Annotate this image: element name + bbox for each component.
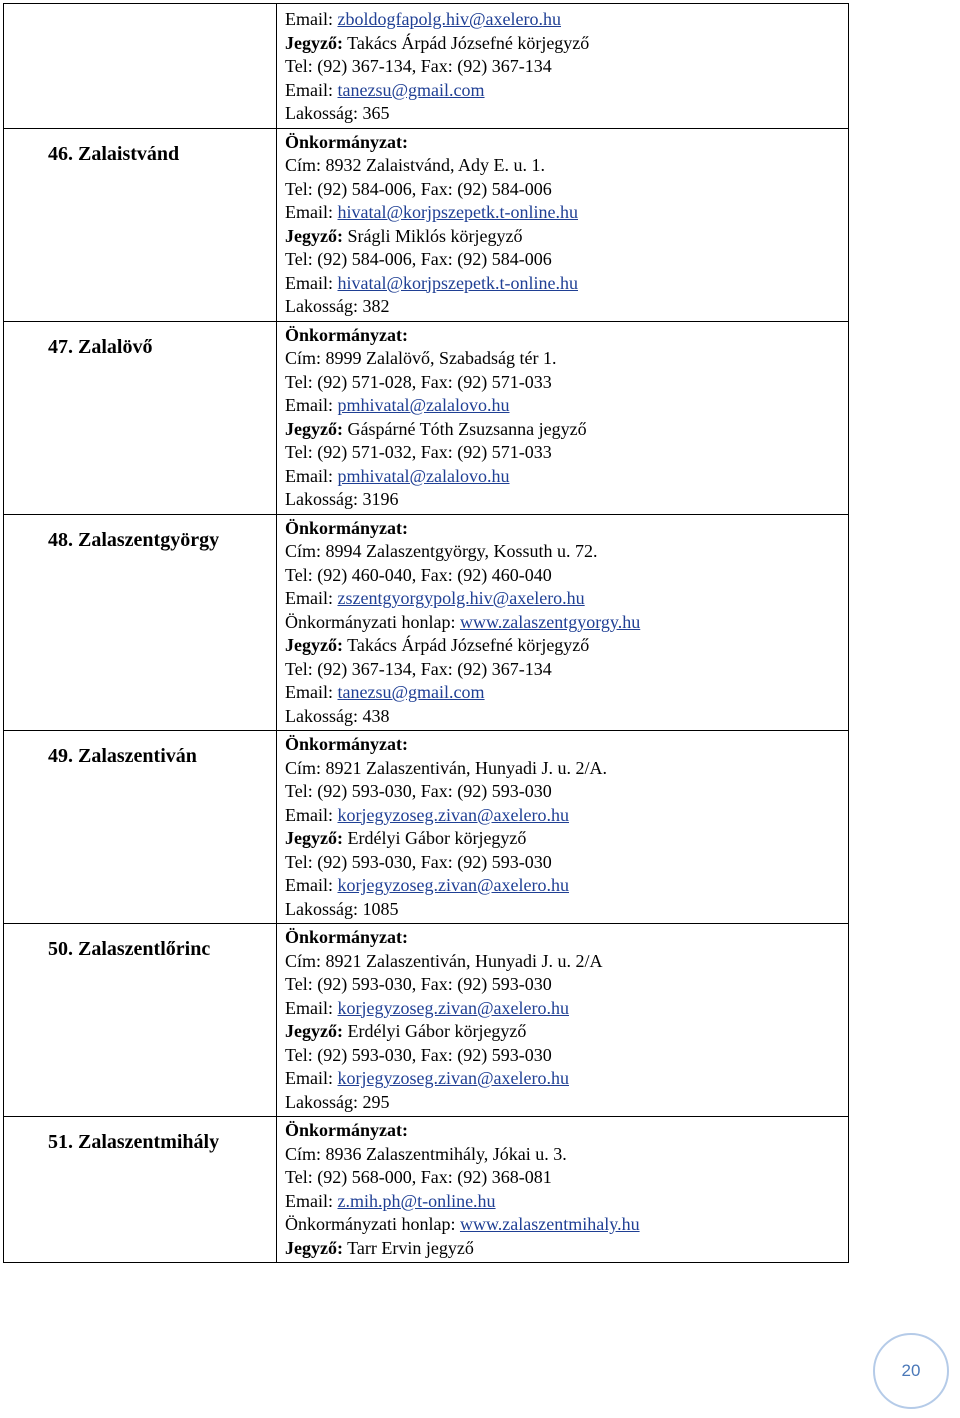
field-label: Önkormányzat: xyxy=(285,734,408,754)
settlement-name-cell xyxy=(4,924,277,1117)
field-label: Önkormányzat: xyxy=(285,131,408,152)
table-body xyxy=(4,4,849,1263)
field-text: Lakosság: 438 xyxy=(285,705,390,726)
contact-line xyxy=(285,154,848,178)
field-text: Tel: (92) 568-000, Fax: (92) 368-081 xyxy=(285,1167,552,1187)
contact-line xyxy=(285,1190,848,1214)
contact-line xyxy=(285,851,848,875)
contact-lines xyxy=(281,129,848,321)
contact-line xyxy=(285,658,848,682)
field-text: Tel: (92) 571-032, Fax: (92) 571-033 xyxy=(285,442,552,462)
contact-line xyxy=(285,611,848,635)
field-label: Jegyző: xyxy=(285,828,343,848)
contact-info-cell xyxy=(277,128,849,321)
field-text: Tel: (92) 593-030, Fax: (92) 593-030 xyxy=(285,974,552,994)
contact-line xyxy=(285,1119,848,1143)
field-text: Email: xyxy=(285,997,338,1018)
contact-line xyxy=(285,926,848,950)
page-number-badge xyxy=(873,1333,949,1409)
field-text: Gáspárné Tóth Zsuzsanna jegyző xyxy=(342,418,587,439)
contact-line xyxy=(285,418,848,442)
field-text: Erdélyi Gábor körjegyző xyxy=(342,828,527,848)
field-text: Tel: (92) 593-030, Fax: (92) 593-030 xyxy=(285,851,552,872)
settlement-name-cell xyxy=(4,321,277,514)
contact-line xyxy=(285,1166,848,1190)
contact-line xyxy=(285,1213,848,1237)
contact-link[interactable]: pmhivatal@zalalovo.hu xyxy=(337,395,510,415)
contact-line xyxy=(285,681,848,705)
contact-lines xyxy=(281,924,848,1116)
contact-line xyxy=(285,804,848,828)
contact-info-cell xyxy=(277,4,849,129)
contact-line xyxy=(285,488,848,512)
contact-link[interactable]: korjegyzoseg.zivan@axelero.hu xyxy=(337,997,569,1018)
field-text: Önkormányzati honlap: xyxy=(285,1214,460,1234)
contact-lines xyxy=(281,4,848,128)
settlement-name xyxy=(4,4,276,18)
field-text: Lakosság: 382 xyxy=(285,296,390,316)
contact-line xyxy=(285,272,848,296)
contact-link[interactable]: tanezsu@gmail.com xyxy=(337,79,485,100)
contact-line xyxy=(285,79,848,103)
field-label: Jegyző: xyxy=(285,1237,343,1258)
field-text: Lakosság: 3196 xyxy=(285,489,399,509)
field-text: Tel: (92) 593-030, Fax: (92) 593-030 xyxy=(285,781,552,801)
settlement-name: 48. Zalaszentgyörgy xyxy=(48,528,220,551)
field-text: Email: xyxy=(285,1068,338,1088)
contact-info-cell xyxy=(277,514,849,731)
contact-line xyxy=(285,898,848,922)
field-label: Jegyző: xyxy=(285,32,343,53)
contact-lines xyxy=(281,322,848,514)
field-text: Lakosság: 365 xyxy=(285,103,390,123)
contact-line xyxy=(285,1091,848,1115)
field-label: Jegyző: xyxy=(285,418,343,439)
field-label: Önkormányzat: xyxy=(285,927,408,947)
contact-line xyxy=(285,827,848,851)
contact-line xyxy=(285,394,848,418)
contact-lines xyxy=(281,1117,848,1262)
contact-line xyxy=(285,1044,848,1068)
settlement-name-cell xyxy=(4,4,277,129)
field-text: Tel: (92) 460-040, Fax: (92) 460-040 xyxy=(285,564,552,585)
field-text: Tarr Ervin jegyző xyxy=(342,1237,474,1258)
field-text: Cím: 8936 Zalaszentmihály, Jókai u. 3. xyxy=(285,1143,567,1164)
field-text: Lakosság: 1085 xyxy=(285,898,399,919)
settlement-name-cell xyxy=(4,731,277,924)
contact-link[interactable]: zboldogfapolg.hiv@axelero.hu xyxy=(337,9,562,29)
field-text: Tel: (92) 367-134, Fax: (92) 367-134 xyxy=(285,658,552,679)
field-text: Erdélyi Gábor körjegyző xyxy=(342,1021,527,1041)
table-row xyxy=(4,731,849,924)
contact-line xyxy=(285,874,848,898)
field-label: Jegyző: xyxy=(285,1021,343,1041)
contact-line xyxy=(285,1020,848,1044)
contact-line xyxy=(285,1237,848,1261)
contact-lines xyxy=(281,515,848,731)
settlement-name-cell xyxy=(4,1117,277,1263)
settlement-name: 50. Zalaszentlőrinc xyxy=(48,938,211,960)
field-text: Takács Árpád Józsefné körjegyző xyxy=(342,32,590,53)
table-row xyxy=(4,128,849,321)
field-text: Takács Árpád Józsefné körjegyző xyxy=(342,635,590,655)
contact-line xyxy=(285,517,848,541)
contact-link[interactable]: korjegyzoseg.zivan@axelero.hu xyxy=(337,1068,569,1088)
settlement-name-cell xyxy=(4,128,277,321)
contact-info-cell xyxy=(277,321,849,514)
field-text: Email: xyxy=(285,395,338,415)
contact-link[interactable]: www.zalaszentgyorgy.hu xyxy=(459,611,641,632)
contact-line xyxy=(285,55,848,79)
contact-link[interactable]: hivatal@korjpszepetk.t-online.hu xyxy=(337,202,579,222)
contact-link[interactable]: zszentgyorgypolg.hiv@axelero.hu xyxy=(337,588,585,608)
contact-line xyxy=(285,973,848,997)
contact-line xyxy=(285,201,848,225)
field-text: Cím: 8932 Zalaistvánd, Ady E. u. 1. xyxy=(285,155,545,175)
field-text: Cím: 8921 Zalaszentiván, Hunyadi J. u. 2/A. xyxy=(285,757,607,778)
settlement-name: 46. Zalaistvánd xyxy=(48,142,180,165)
settlement-name-cell xyxy=(4,514,277,731)
field-label: Önkormányzat: xyxy=(285,517,408,538)
contact-lines xyxy=(281,731,848,923)
contact-line xyxy=(285,634,848,658)
field-text: Tel: (92) 367-134, Fax: (92) 367-134 xyxy=(285,56,552,76)
contact-line xyxy=(285,733,848,757)
table-row xyxy=(4,1117,849,1263)
contact-line xyxy=(285,564,848,588)
contact-line xyxy=(285,1067,848,1091)
field-text: Email: xyxy=(285,272,338,293)
field-text: Lakosság: 295 xyxy=(285,1091,390,1112)
contact-line xyxy=(285,587,848,611)
contact-line xyxy=(285,8,848,32)
field-text: Email: xyxy=(285,875,338,895)
contact-line xyxy=(285,950,848,974)
field-label: Jegyző: xyxy=(285,225,343,246)
field-text: Email: xyxy=(285,804,338,825)
contact-link[interactable]: korjegyzoseg.zivan@axelero.hu xyxy=(337,804,569,825)
contact-link[interactable]: z.mih.ph@t-online.hu xyxy=(337,1190,496,1211)
field-text: Cím: 8994 Zalaszentgyörgy, Kossuth u. 72. xyxy=(285,541,598,561)
contact-line xyxy=(285,32,848,56)
field-label: Jegyző: xyxy=(285,635,343,655)
field-text: Tel: (92) 571-028, Fax: (92) 571-033 xyxy=(285,371,552,392)
field-text: Email: xyxy=(285,9,338,29)
contact-line xyxy=(285,371,848,395)
contact-line xyxy=(285,324,848,348)
contact-line xyxy=(285,1143,848,1167)
field-text: Email: xyxy=(285,79,338,100)
settlement-name: 49. Zalaszentiván xyxy=(48,745,197,767)
table-row xyxy=(4,321,849,514)
field-text: Tel: (92) 584-006, Fax: (92) 584-006 xyxy=(285,178,552,199)
contact-link[interactable]: tanezsu@gmail.com xyxy=(337,682,485,702)
table-row xyxy=(4,924,849,1117)
settlement-name: 47. Zalalövő xyxy=(48,335,153,358)
contact-link[interactable]: hivatal@korjpszepetk.t-online.hu xyxy=(337,272,579,293)
field-text: Tel: (92) 593-030, Fax: (92) 593-030 xyxy=(285,1044,552,1065)
contact-line xyxy=(285,540,848,564)
field-text: Email: xyxy=(285,682,338,702)
settlement-directory-table xyxy=(3,3,849,1263)
table-row xyxy=(4,514,849,731)
contact-line xyxy=(285,178,848,202)
contact-info-cell xyxy=(277,731,849,924)
field-text: Cím: 8999 Zalalövő, Szabadság tér 1. xyxy=(285,348,557,368)
contact-link[interactable]: korjegyzoseg.zivan@axelero.hu xyxy=(337,875,569,895)
field-label: Önkormányzat: xyxy=(285,324,408,345)
field-text: Email: xyxy=(285,465,338,486)
contact-link[interactable]: pmhivatal@zalalovo.hu xyxy=(337,465,510,486)
settlement-name: 51. Zalaszentmihály xyxy=(48,1131,220,1153)
table-row xyxy=(4,4,849,129)
contact-line xyxy=(285,102,848,126)
field-label: Önkormányzat: xyxy=(285,1120,408,1140)
contact-line xyxy=(285,465,848,489)
field-text: Tel: (92) 584-006, Fax: (92) 584-006 xyxy=(285,249,552,269)
field-text: Email: xyxy=(285,588,338,608)
contact-line xyxy=(285,757,848,781)
contact-info-cell xyxy=(277,924,849,1117)
field-text: Email: xyxy=(285,202,338,222)
contact-line xyxy=(285,131,848,155)
field-text: Önkormányzati honlap: xyxy=(285,611,460,632)
contact-line xyxy=(285,347,848,371)
field-text: Cím: 8921 Zalaszentiván, Hunyadi J. u. 2/A xyxy=(285,950,603,971)
contact-line xyxy=(285,248,848,272)
field-text: Email: xyxy=(285,1190,338,1211)
field-text: Srágli Miklós körjegyző xyxy=(342,225,523,246)
contact-line xyxy=(285,295,848,319)
contact-info-cell xyxy=(277,1117,849,1263)
contact-link[interactable]: www.zalaszentmihaly.hu xyxy=(459,1214,640,1234)
contact-line xyxy=(285,225,848,249)
contact-line xyxy=(285,705,848,729)
contact-line xyxy=(285,780,848,804)
contact-line xyxy=(285,997,848,1021)
contact-line xyxy=(285,441,848,465)
page-number: 20 xyxy=(901,1361,921,1380)
